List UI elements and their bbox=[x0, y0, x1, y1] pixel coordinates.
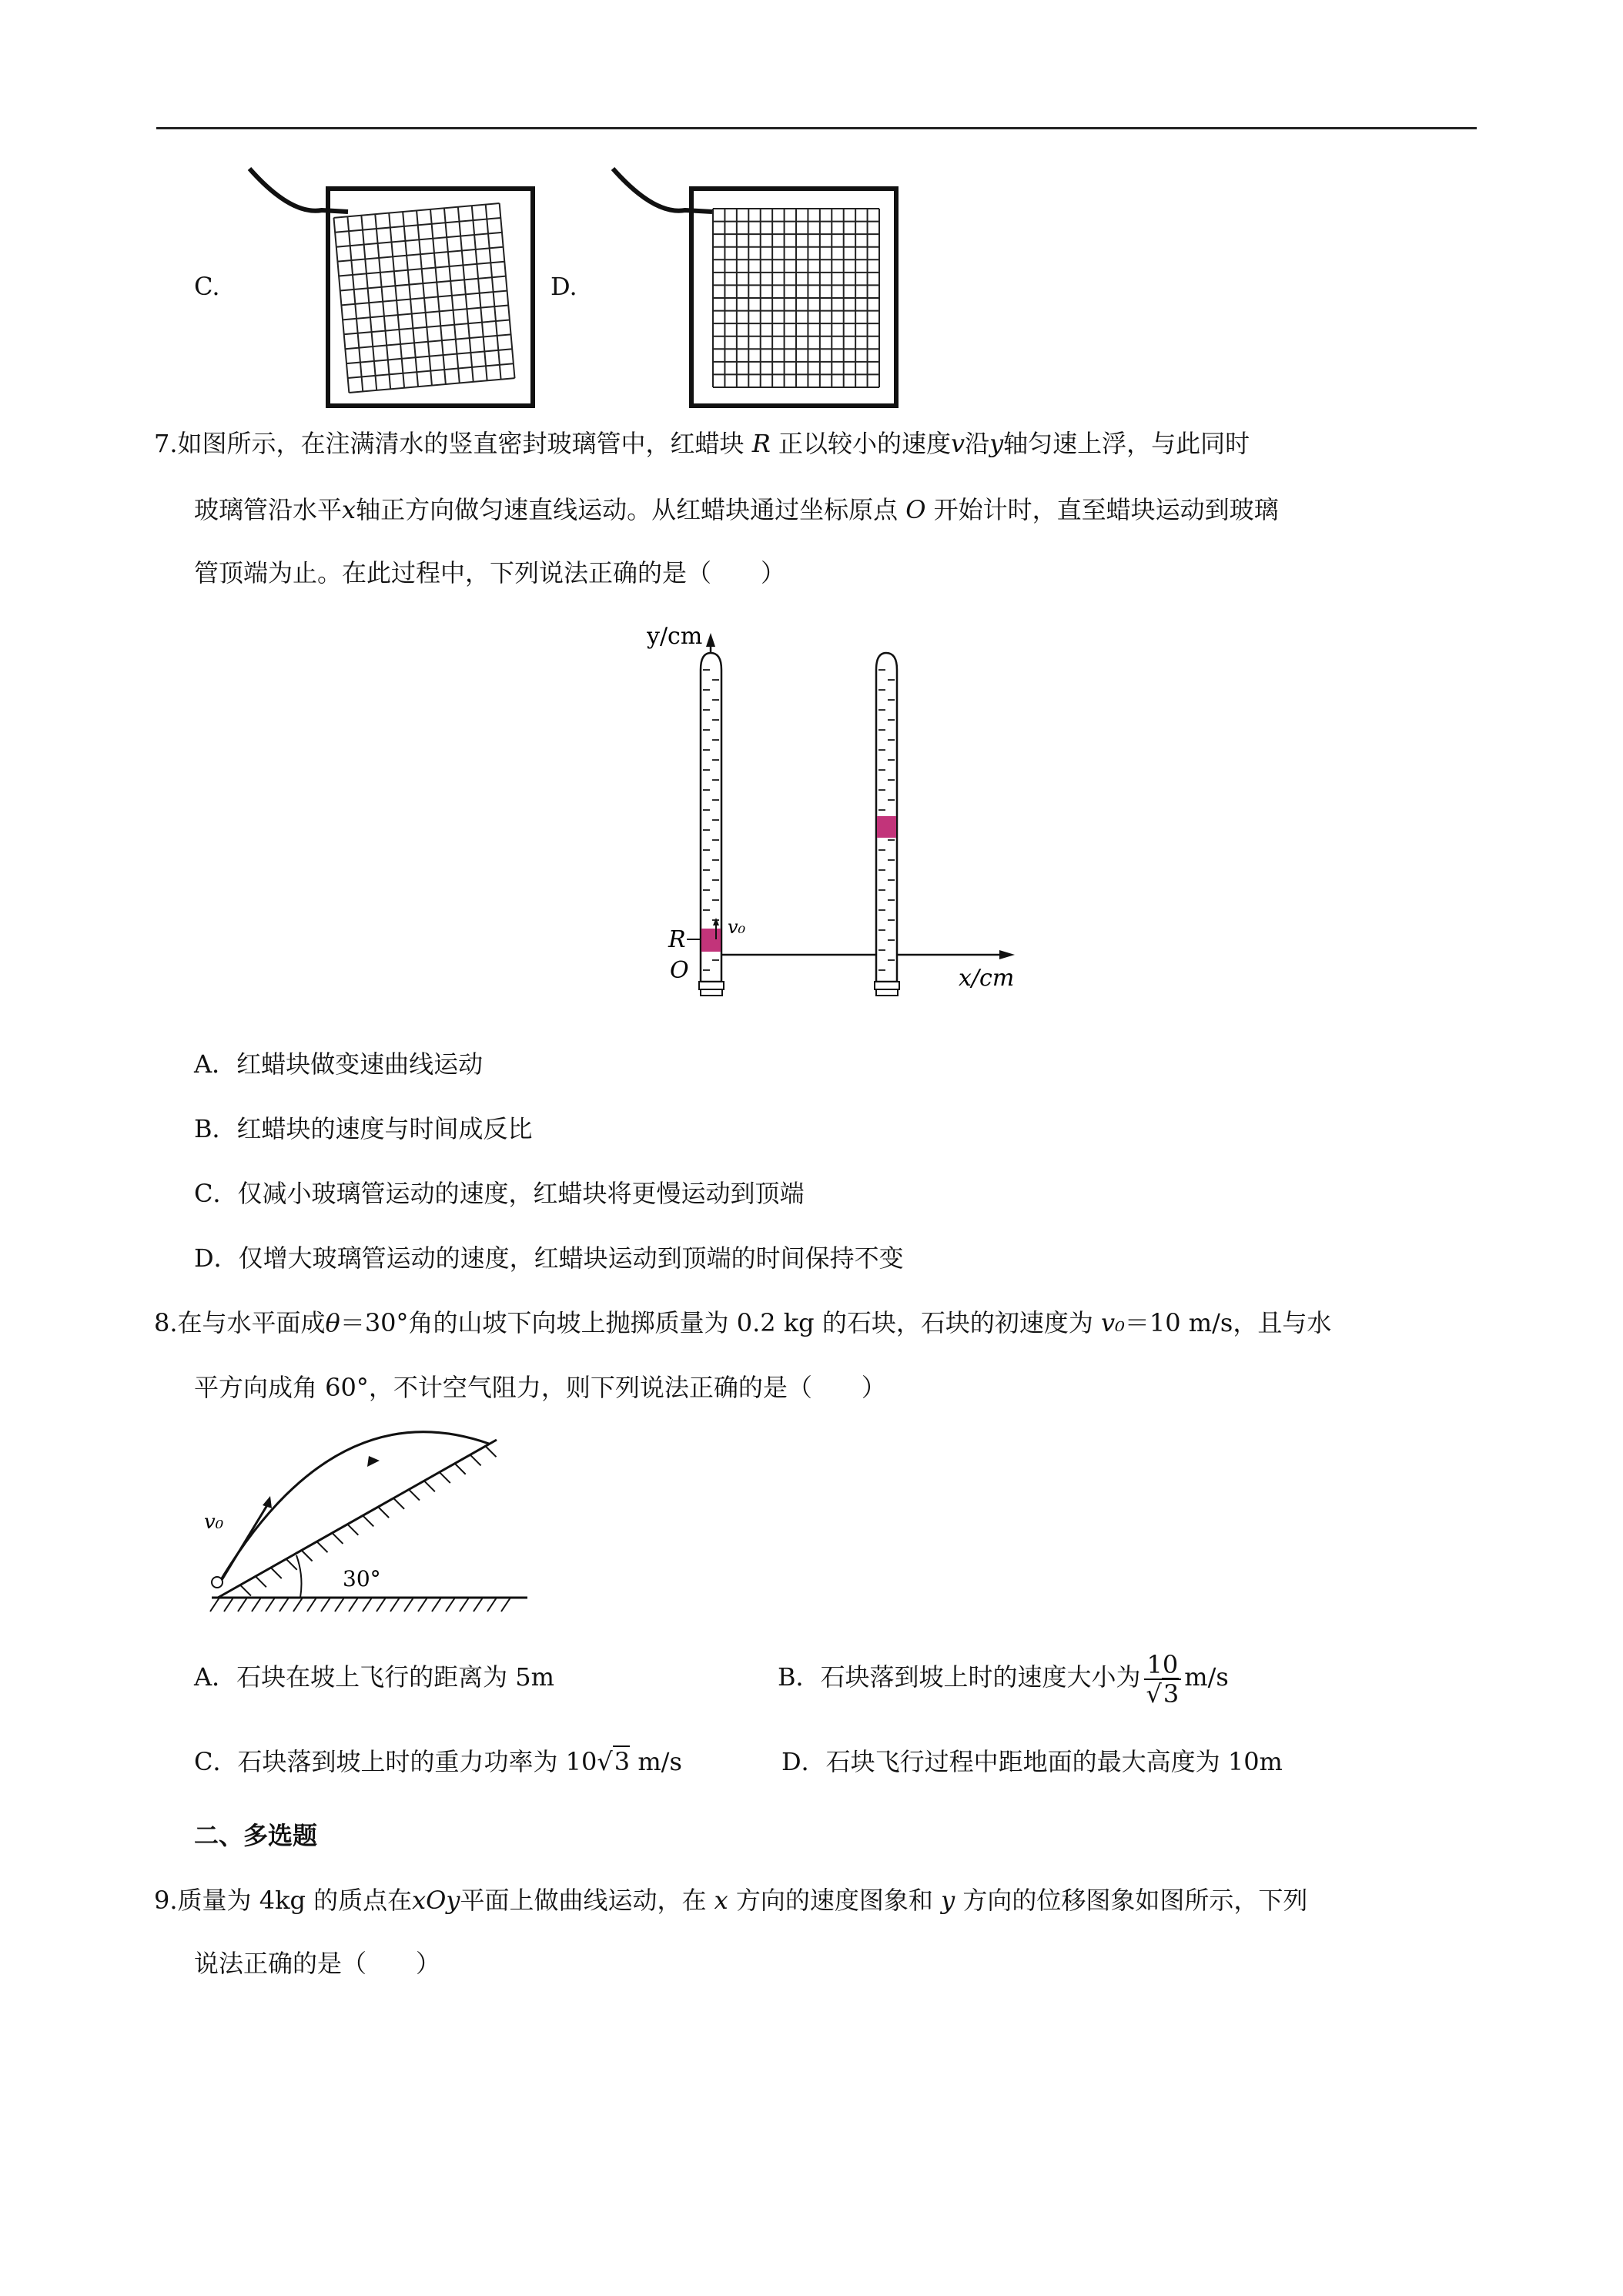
q7-tube-right bbox=[875, 653, 899, 996]
q8-option-a: A．石块在坡上飞行的距离为 5m bbox=[194, 1662, 554, 1692]
q8-line1: 8.在与水平面成θ＝30°角的山坡下向坡上抛掷质量为 0.2 kg 的石块，石块的初速度为 v₀＝10 m/s，且与水 bbox=[154, 1308, 1332, 1337]
q7-option-b: B．红蜡块的速度与时间成反比 bbox=[194, 1114, 533, 1143]
q6-option-c-label: C. bbox=[194, 272, 220, 301]
q7-v0-label: v₀ bbox=[728, 916, 746, 938]
q6-option-d-label: D. bbox=[550, 272, 577, 301]
q7-line1: 7.如图所示，在注满清水的竖直密封玻璃管中，红蜡块 R 正以较小的速度v沿y轴匀速上浮，与此同时 bbox=[154, 429, 1250, 458]
header-rule bbox=[156, 127, 1477, 129]
q7-option-c: C．仅减小玻璃管运动的速度，红蜡块将更慢运动到顶端 bbox=[194, 1179, 805, 1208]
q8-angle-label: 30° bbox=[343, 1566, 381, 1591]
q7-x-axis-label: x/cm bbox=[959, 965, 1015, 992]
q8-option-b: B．石块落到坡上时的速度大小为 $\frac{10}{√3}$ m/s bbox=[778, 1649, 1229, 1709]
section-title: 二、多选题 bbox=[194, 1821, 318, 1850]
q8-option-c: C．石块落到坡上时的重力功率为 10√3 m/s bbox=[194, 1747, 682, 1776]
q6-figure-d bbox=[608, 158, 901, 408]
q8-v0-label: v₀ bbox=[204, 1511, 224, 1534]
q9-number: 9. bbox=[154, 1886, 178, 1915]
q7-red-block-right bbox=[877, 816, 896, 838]
q7-option-d: D．仅增大玻璃管运动的速度，红蜡块运动到顶端的时间保持不变 bbox=[194, 1243, 904, 1273]
q8-figure bbox=[196, 1421, 543, 1617]
q6-figure-c bbox=[245, 158, 537, 408]
q8-option-d: D．石块飞行过程中距地面的最大高度为 10m bbox=[781, 1747, 1283, 1776]
q7-option-a: A．红蜡块做变速曲线运动 bbox=[194, 1049, 484, 1079]
q8-number: 8. bbox=[154, 1308, 178, 1337]
q8-line2: 平方向成角 60°，不计空气阻力，则下列说法正确的是（ ） bbox=[194, 1373, 886, 1402]
q7-number: 7. bbox=[154, 429, 178, 458]
q7-red-block-left bbox=[701, 929, 721, 952]
q7-tube-left bbox=[699, 653, 724, 996]
q7-figure bbox=[647, 616, 1032, 1024]
q7-line2: 玻璃管沿水平x轴正方向做匀速直线运动。从红蜡块通过坐标原点 O 开始计时，直至蜡块运动到玻璃 bbox=[194, 495, 1279, 524]
q8-stone bbox=[212, 1577, 223, 1588]
q7-R-label: R bbox=[668, 926, 686, 953]
q8-option-b-fraction: $\frac{10}{√3}$ bbox=[1144, 1651, 1182, 1708]
q9-line2: 说法正确的是（ ） bbox=[194, 1949, 441, 1978]
q9-line1: 9.质量为 4kg 的质点在xOy平面上做曲线运动，在 x 方向的速度图象和 y 方向的位移图象如图所示，下列 bbox=[154, 1886, 1308, 1915]
q7-O-label: O bbox=[670, 957, 689, 984]
q7-y-axis-label: y/cm bbox=[647, 623, 703, 650]
q7-line3: 管顶端为止。在此过程中，下列说法正确的是（ ） bbox=[194, 558, 786, 587]
